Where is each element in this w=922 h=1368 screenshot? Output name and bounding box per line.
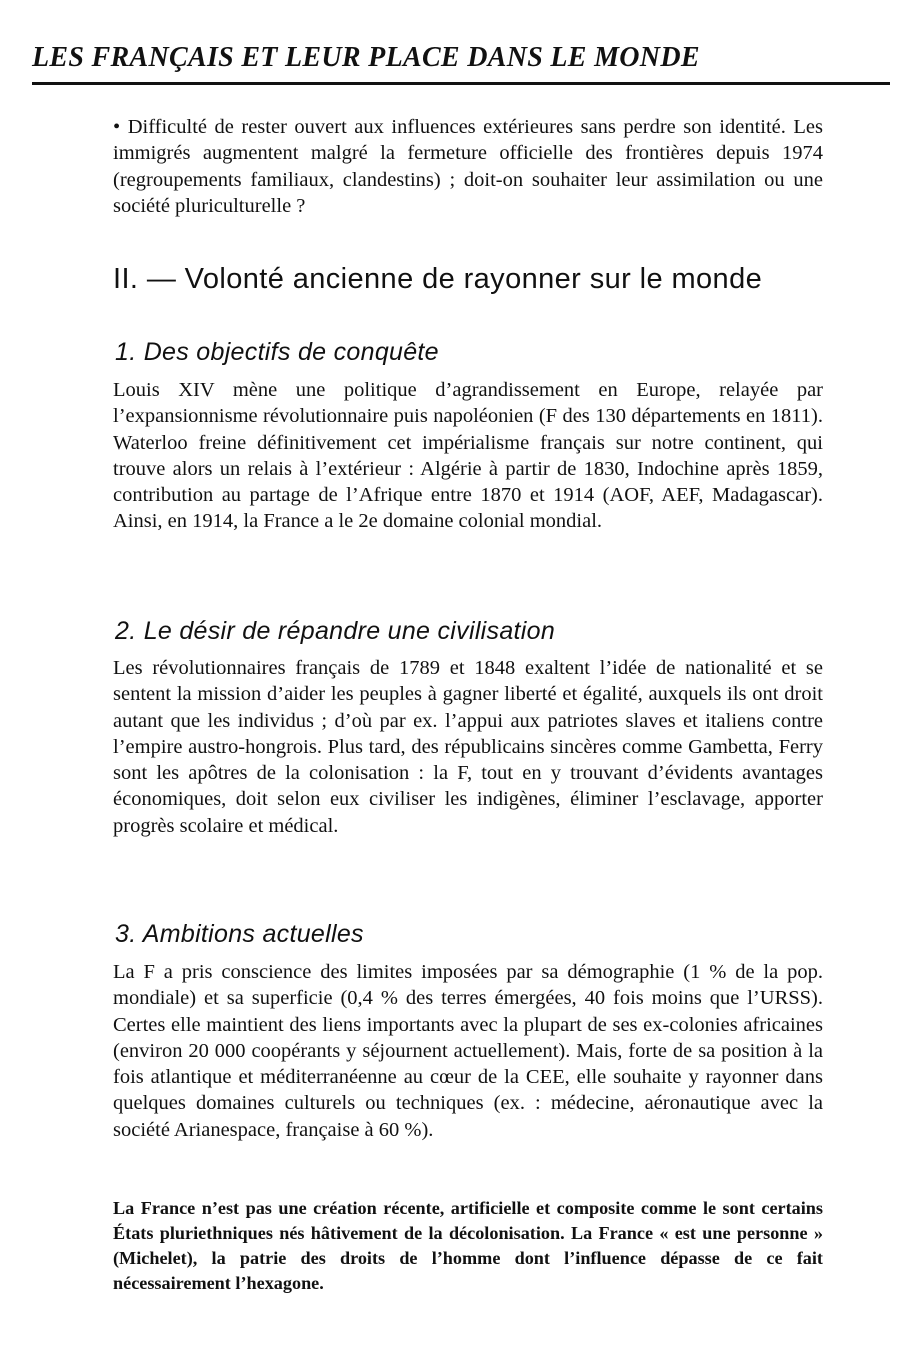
subsection-heading-2: 2. Le désir de répandre une civilisation: [115, 617, 556, 645]
subsection-heading-1: 1. Des objectifs de conquête: [115, 338, 439, 366]
section-heading: II. — Volonté ancienne de rayonner sur le monde: [113, 263, 763, 295]
conclusion-paragraph: La France n’est pas une création récente, artificielle et composite comme le sont certains États pluriethniques nés hâtivement de la décolonisation. La France « est une personne » (Michelet), la patrie des droits de l’homme dont l’influence dépasse de ce fait nécessairement l’hexagone.: [113, 1198, 823, 1293]
subsection-paragraph-3: La F a pris conscience des limites imposées par sa démographie (1 % de la pop. mondiale) et sa superficie (0,4 % des terres émergées, 40 fois moins que l’URSS). Certes elle maintient des liens importants avec la plupart de ses ex-colonies africaines (environ 20 000 coopérants y séjournent actuellement). Mais, forte de sa position à la fois atlantique et méditerranéenne au cœur de la CEE, elle souhaite y rayonner dans quelques domaines culturels ou techniques (ex. : médecine, aéronautique avec la société Arianespace, française à 60 %).: [113, 961, 823, 1141]
subsection-paragraph-2: Les révolutionnaires français de 1789 et 1848 exaltent l’idée de nationalité et se sentent la mission d’aider les peuples à gagner liberté et égalité, auxquels ils ont droit autant que les individus ; d’où par ex. l’appui aux patriotes slaves et italiens contre l’empire austro-hongrois. Plus tard, des républicains sincères comme Gambetta, Ferry sont les apôtres de la colonisation : la F, tout en y trouvant d’évidents avantages économiques, doit selon eux civiliser les indigènes, éliminer l’esclavage, apporter progrès scolaire et médical.: [113, 657, 823, 837]
intro-bullet-paragraph: • Difficulté de rester ouvert aux influences extérieures sans perdre son identité. Les immigrés augmentent malgré la fermeture officielle des frontières depuis 1974 (regroupements familiaux, clandestins) ; doit-on souhaiter leur assimilation ou une société pluriculturelle ?: [113, 116, 823, 217]
running-head-title: LES FRANÇAIS ET LEUR PLACE DANS LE MONDE: [32, 42, 700, 73]
subsection-heading-3: 3. Ambitions actuelles: [115, 920, 364, 948]
running-head: [32, 38, 890, 85]
subsection-paragraph-1: Louis XIV mène une politique d’agrandissement en Europe, relayée par l’expansionnisme révolutionnaire puis napoléonien (F des 130 départements en 1811). Waterloo freine définitivement cet impérialisme français sur notre continent, qui trouve alors un relais à l’extérieur : Algérie à partir de 1830, Indochine après 1859, contribution au partage de l’Afrique entre 1870 et 1914 (AOF, AEF, Madagascar). Ainsi, en 1914, la France a le 2e domaine colonial mondial.: [113, 379, 823, 533]
